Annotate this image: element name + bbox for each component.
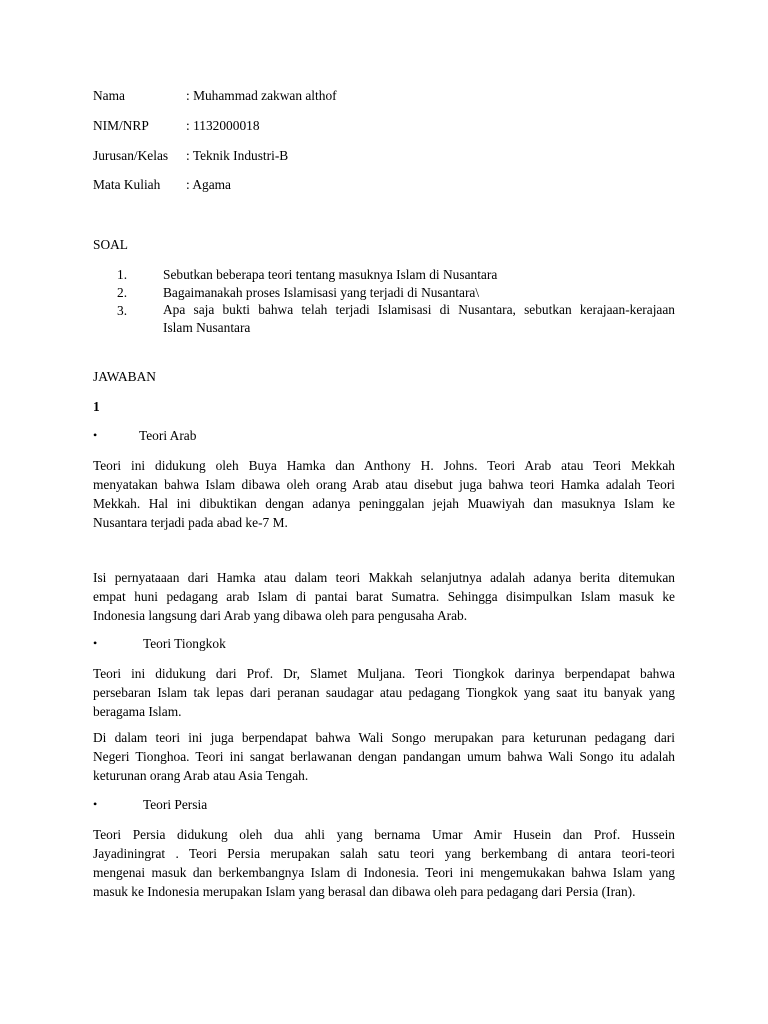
- text-line: Negeri Tionghoa. Teori ini sangat berlawanan dengan pandangan umum bahwa Wali Songo itu adalah: [93, 749, 675, 764]
- nim-label: NIM/NRP: [93, 118, 149, 133]
- text-line: Teori ini didukung dari Prof. Dr, Slamet Muljana. Teori Tiongkok darinya berpendapat bahwa: [93, 666, 675, 681]
- text-line: Teori Persia didukung oleh dua ahli yang bernama Umar Amir Husein dan Prof. Hussein: [93, 827, 675, 842]
- jurusan-value: : Teknik Industri-B: [186, 148, 289, 163]
- text-line: Apa saja bukti bahwa telah terjadi Islamisasi di Nusantara, sebutkan kerajaan-kerajaan: [163, 302, 675, 317]
- text-line: Islam Nusantara: [163, 320, 251, 335]
- text-line: Mekkah. Hal ini dibuktikan dengan adanya peninggalan jejah Muawiyah dan masuknya Islam ke: [93, 496, 675, 511]
- text-line: Di dalam teori ini juga berpendapat bahwa Wali Songo merupakan para keturunan pedagang dari: [93, 730, 675, 745]
- paragraph: [93, 825, 675, 901]
- text-line: keturunan orang Arab atau Asia Tengah.: [93, 768, 309, 783]
- paragraph: [93, 568, 675, 625]
- text-line: masuk ke Indonesia merupakan Islam yang berasal dan dibawa oleh para pedagang dari Persia (Iran).: [93, 884, 636, 899]
- bullet-icon: •: [93, 797, 98, 811]
- soal-item-number: 1.: [117, 267, 128, 282]
- soal-item-text: [163, 301, 675, 337]
- text-line: persebaran Islam tak lepas dari peranan saudagar atau pedagang Tiongkok yang saat itu banyak yang: [93, 685, 675, 700]
- text-line: Indonesia langsung dari Arab yang dibawa oleh para pengusaha Arab.: [93, 608, 468, 623]
- text-line: Teori ini didukung oleh Buya Hamka dan Anthony H. Johns. Teori Arab atau Teori Mekkah: [93, 458, 675, 473]
- nim-value: : 1132000018: [186, 118, 260, 133]
- paragraph: [93, 728, 675, 785]
- text-line: mengenai masuk dan berkembangnya Islam di Indonesia. Teori ini mengemukakan bahwa Islam yang: [93, 865, 675, 880]
- text-line: beragama Islam.: [93, 704, 182, 719]
- section-title: Teori Tiongkok: [143, 636, 226, 651]
- paragraph: [93, 664, 675, 721]
- text-line: Nusantara terjadi pada abad ke-7 M.: [93, 515, 288, 530]
- soal-item-number: 2.: [117, 285, 128, 300]
- soal-item-text: Bagaimanakah proses Islamisasi yang terjadi di Nusantara\: [163, 285, 480, 300]
- paragraph: [93, 456, 675, 532]
- text-line: Jayadiningrat . Teori Persia merupakan salah satu teori yang berkembang di antara teori-teori: [93, 846, 675, 861]
- soal-item-number: 3.: [117, 303, 128, 318]
- soal-heading: SOAL: [93, 237, 128, 252]
- answer-number: 1: [93, 399, 100, 414]
- soal-item-text: Sebutkan beberapa teori tentang masuknya Islam di Nusantara: [163, 267, 498, 282]
- text-line: Isi pernyataaan dari Hamka atau dalam teori Makkah selanjutnya adalah adanya berita ditemukan: [93, 570, 675, 585]
- jurusan-label: Jurusan/Kelas: [93, 148, 169, 163]
- name-label: Nama: [93, 88, 125, 103]
- text-line: menyatakan bahwa Islam dibawa oleh orang Arab atau disebut juga bahwa teori Hamka adalah Teori: [93, 477, 675, 492]
- text-line: empat huni pedagang arab Islam di pantai barat Sumatra. Sehingga disimpulkan Islam masuk ke: [93, 589, 675, 604]
- section-title: Teori Persia: [143, 797, 208, 812]
- matakuliah-label: Mata Kuliah: [93, 177, 161, 192]
- jawaban-heading: JAWABAN: [93, 369, 156, 384]
- section-title: Teori Arab: [139, 428, 197, 443]
- bullet-icon: •: [93, 636, 98, 650]
- name-value: : Muhammad zakwan althof: [186, 88, 337, 103]
- matakuliah-value: : Agama: [186, 177, 231, 192]
- bullet-icon: •: [93, 428, 98, 442]
